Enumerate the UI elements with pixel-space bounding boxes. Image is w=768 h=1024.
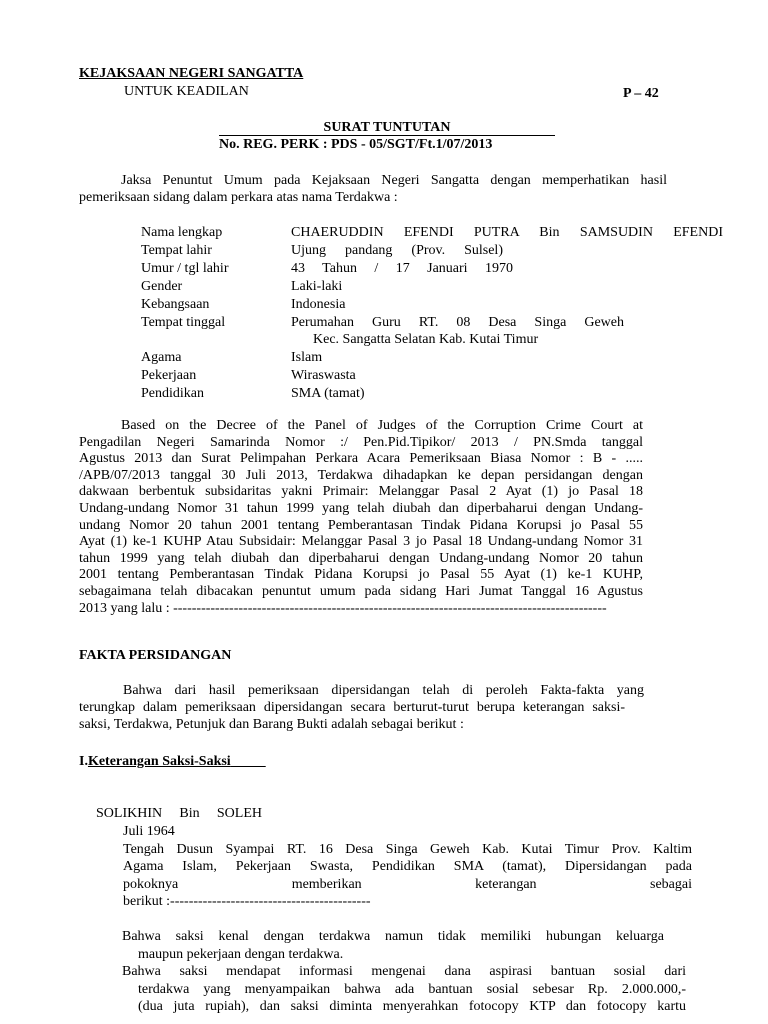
identity-value: Ujung pandang (Prov. Sulsel)	[291, 243, 503, 258]
statement-line: Bahwa saksi mendapat informasi mengenai dana aspirasi bantuan sosial dari	[122, 964, 686, 979]
witness-detail-line: Tengah Dusun Syampai RT. 16 Desa Singa Geweh Kab. Kutai Timur Prov. Kaltim	[123, 841, 692, 857]
witness-detail-line: Agama Islam, Pekerjaan Swasta, Pendidikan SMA (tamat), Dipersidangan pada	[123, 859, 692, 874]
witness-name: SOLIKHIN Bin SOLEH	[96, 806, 262, 821]
decree-line: Pengadilan Negeri Samarinda Nomor :/ Pen.Pid.Tipikor/ 2013 / PN.Smda tanggal	[79, 434, 643, 450]
statement-line: maupun pekerjaan dengan terdakwa.	[138, 947, 344, 962]
decree-line: dakwaan berbentuk subsidaritas yakni Primair: Melanggar Pasal 2 Ayat (1) jo Pasal 18	[79, 484, 643, 500]
office-motto: UNTUK KEADILAN	[124, 84, 249, 99]
decree-line: Undang-undang Nomor 31 tahun 1999 yang telah diubah dan diperbaharui dengan Undang-	[79, 501, 643, 516]
decree-line: Ayat (1) ke-1 KUHP Atau Subsidair: Melanggar Pasal 3 jo Pasal 18 Undang-undang Nomor 31	[79, 534, 643, 550]
witness-detail-line: pokoknya memberikan keterangan sebagai	[123, 876, 692, 892]
decree-line: 2013 yang lalu : ---------------------------------------------------------------------------------------------	[79, 600, 607, 616]
intro-line: Jaksa Penuntut Umum pada Kejaksaan Negeri Sangatta dengan memperhatikan hasil	[121, 173, 667, 188]
statement-line: (dua juta rupiah), dan saksi diminta menyerahkan fotocopy KTP dan fotocopy kartu	[138, 999, 686, 1014]
section-underline-tail	[231, 754, 266, 769]
decree-line: undang Nomor 20 tahun 2001 tentang Pemberantasan Tindak Pidana Korupsi jo Pasal 55	[79, 517, 643, 533]
office-name: KEJAKSAAN NEGERI SANGATTA	[79, 66, 304, 81]
witness-detail-line: Juli 1964	[123, 824, 175, 839]
decree-line: sebagaimana telah dibacakan penuntut umum pada sidang Hari Jumat Tanggal 16 Agustus	[79, 584, 643, 599]
identity-label: Umur / tgl lahir	[141, 261, 229, 276]
decree-line: 2001 tentang Pemberantasan Tindak Pidana Korupsi jo Pasal 55 Ayat (1) ke-1 KUHP,	[79, 567, 643, 583]
facts-heading: FAKTA PERSIDANGAN	[79, 648, 232, 663]
decree-line: Based on the Decree of the Panel of Judges of the Corruption Crime Court at	[121, 418, 643, 433]
identity-value: Islam	[291, 350, 323, 365]
document-title: SURAT TUNTUTAN	[323, 120, 451, 135]
statement-line: terdakwa yang menyampaikan bahwa ada bantuan sosial sebesar Rp. 2.000.000,-	[138, 982, 686, 997]
statement-line: Bahwa saksi kenal dengan terdakwa namun tidak memiliki hubungan keluarga	[122, 929, 664, 944]
identity-label: Agama	[141, 350, 182, 365]
facts-line: terungkap dalam pemeriksaan dipersidangan secara berturut-turut berupa keterangan saksi-	[79, 700, 625, 715]
registration-number: No. REG. PERK : PDS - 05/SGT/Ft.1/07/2013	[219, 137, 493, 152]
identity-value: SMA (tamat)	[291, 386, 365, 401]
identity-label: Tempat lahir	[141, 243, 212, 258]
decree-line: /APB/07/2013 tanggal 30 Juli 2013, Terdakwa dihadapkan ke depan persidangan dengan	[79, 467, 643, 483]
form-code: P – 42	[623, 86, 659, 101]
decree-line: Agustus 2013 dan Surat Pelimpahan Perkara Acara Pemeriksaan Biasa Nomor : B - .....	[79, 451, 643, 467]
identity-value: Laki-laki	[291, 279, 343, 294]
identity-value: Kec. Sangatta Selatan Kab. Kutai Timur	[313, 332, 539, 347]
identity-label: Gender	[141, 279, 183, 294]
identity-label: Kebangsaan	[141, 297, 210, 312]
section-title: Keterangan Saksi-Saksi	[87, 754, 231, 769]
witness-detail-line: berikut :-------------------------------------------	[123, 894, 371, 909]
facts-line: Bahwa dari hasil pemeriksaan dipersidangan telah di peroleh Fakta-fakta yang	[123, 683, 644, 698]
identity-value: Indonesia	[291, 297, 346, 312]
section-prefix: I.	[79, 754, 88, 769]
intro-line: pemeriksaan sidang dalam perkara atas nama Terdakwa :	[79, 190, 398, 205]
facts-line: saksi, Terdakwa, Petunjuk dan Barang Bukti adalah sebagai berikut :	[79, 717, 464, 732]
identity-value: Wiraswasta	[291, 368, 356, 383]
identity-label: Tempat tinggal	[141, 315, 226, 330]
identity-label: Pendidikan	[141, 386, 204, 401]
identity-value: Perumahan Guru RT. 08 Desa Singa Geweh	[291, 315, 624, 330]
identity-label: Nama lengkap	[141, 225, 223, 240]
decree-line: tahun 1999 yang telah diubah dan diperbaharui dengan Undang-undang Nomor 20 tahun	[79, 550, 643, 566]
section-heading	[79, 753, 266, 770]
identity-label: Pekerjaan	[141, 368, 197, 383]
identity-value: CHAERUDDIN EFENDI PUTRA Bin SAMSUDIN EFENDI	[291, 225, 723, 240]
identity-value: 43 Tahun / 17 Januari 1970	[291, 261, 513, 276]
